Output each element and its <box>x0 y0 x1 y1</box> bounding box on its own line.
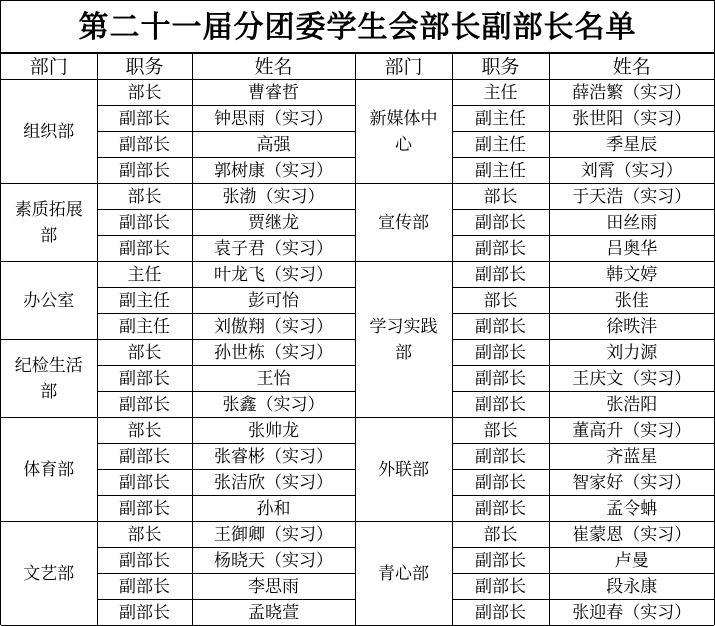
right-name-cell: 刘霄（实习） <box>549 158 714 184</box>
right-position-cell: 部长 <box>452 418 549 444</box>
left-position-cell: 副部长 <box>97 444 192 470</box>
right-position-header: 职务 <box>452 54 549 80</box>
right-position-cell: 副部长 <box>452 366 549 392</box>
right-name-cell: 智家好（实习） <box>549 470 714 496</box>
left-position-cell: 部长 <box>97 522 192 548</box>
roster-table <box>1 53 714 626</box>
right-position-cell: 主任 <box>452 80 549 106</box>
right-position-cell: 副部长 <box>452 548 549 574</box>
left-dept-cell: 纪检生活部 <box>1 340 97 418</box>
right-dept-cell: 青心部 <box>355 522 452 626</box>
left-name-cell: 郭树康（实习） <box>192 158 355 184</box>
right-position-cell: 部长 <box>452 288 549 314</box>
right-name-cell: 韩文婷 <box>549 262 714 288</box>
right-name-cell: 田丝雨 <box>549 210 714 236</box>
left-name-cell: 叶龙飞（实习） <box>192 262 355 288</box>
left-dept-cell: 文艺部 <box>1 522 97 626</box>
right-name-header: 姓名 <box>549 54 714 80</box>
left-position-cell: 部长 <box>97 340 192 366</box>
right-name-cell: 刘力源 <box>549 340 714 366</box>
left-name-cell: 杨晓天（实习） <box>192 548 355 574</box>
left-dept-cell: 素质拓展部 <box>1 184 97 262</box>
left-name-cell: 刘傲翔（实习） <box>192 314 355 340</box>
left-position-cell: 副部长 <box>97 106 192 132</box>
table-row <box>1 262 714 288</box>
left-name-cell: 彭可怡 <box>192 288 355 314</box>
right-position-cell: 副部长 <box>452 210 549 236</box>
right-position-cell: 副部长 <box>452 314 549 340</box>
right-name-cell: 孟令蚺 <box>549 496 714 522</box>
left-position-cell: 副部长 <box>97 210 192 236</box>
right-name-cell: 张世阳（实习） <box>549 106 714 132</box>
left-position-cell: 副部长 <box>97 392 192 418</box>
left-position-cell: 副部长 <box>97 600 192 626</box>
right-position-cell: 副部长 <box>452 574 549 600</box>
right-name-cell: 薛浩繁（实习） <box>549 80 714 106</box>
right-name-cell: 吕奥华 <box>549 236 714 262</box>
right-position-cell: 副主任 <box>452 158 549 184</box>
right-position-cell: 副部长 <box>452 496 549 522</box>
right-name-cell: 张浩阳 <box>549 392 714 418</box>
right-position-cell: 副主任 <box>452 106 549 132</box>
left-name-cell: 贾继龙 <box>192 210 355 236</box>
right-position-cell: 副主任 <box>452 132 549 158</box>
left-name-cell: 王御卿（实习） <box>192 522 355 548</box>
left-position-cell: 部长 <box>97 184 192 210</box>
table-row <box>1 522 714 548</box>
page-title: 第二十一届分团委学生会部长副部长名单 <box>1 0 714 53</box>
right-dept-header: 部门 <box>355 54 452 80</box>
left-dept-cell: 组织部 <box>1 80 97 184</box>
left-name-cell: 孙世栋（实习） <box>192 340 355 366</box>
right-name-cell: 卢曼 <box>549 548 714 574</box>
left-position-cell: 副主任 <box>97 288 192 314</box>
left-name-cell: 张洁欣（实习） <box>192 470 355 496</box>
table-row <box>1 80 714 106</box>
left-position-cell: 主任 <box>97 262 192 288</box>
header-row <box>1 54 714 80</box>
left-name-cell: 李思雨 <box>192 574 355 600</box>
left-name-cell: 张睿彬（实习） <box>192 444 355 470</box>
left-name-cell: 张渤（实习） <box>192 184 355 210</box>
left-position-cell: 副主任 <box>97 314 192 340</box>
right-name-cell: 王庆文（实习） <box>549 366 714 392</box>
left-name-cell: 高强 <box>192 132 355 158</box>
right-position-cell: 副部长 <box>452 236 549 262</box>
right-dept-cell: 学习实践部 <box>355 262 452 418</box>
left-name-cell: 张鑫（实习） <box>192 392 355 418</box>
right-name-cell: 董高升（实习） <box>549 418 714 444</box>
left-position-cell: 副部长 <box>97 548 192 574</box>
right-name-cell: 季星辰 <box>549 132 714 158</box>
right-name-cell: 张佳 <box>549 288 714 314</box>
right-name-cell: 段永康 <box>549 574 714 600</box>
right-name-cell: 张迎春（实习） <box>549 600 714 626</box>
left-name-cell: 张帅龙 <box>192 418 355 444</box>
left-position-cell: 副部长 <box>97 470 192 496</box>
table-row <box>1 418 714 444</box>
left-name-cell: 孟晓萱 <box>192 600 355 626</box>
right-name-cell: 徐昳沣 <box>549 314 714 340</box>
right-position-cell: 副部长 <box>452 444 549 470</box>
left-position-cell: 副部长 <box>97 158 192 184</box>
right-position-cell: 副部长 <box>452 470 549 496</box>
right-name-cell: 齐蓝星 <box>549 444 714 470</box>
right-dept-cell: 宣传部 <box>355 184 452 262</box>
left-position-cell: 副部长 <box>97 236 192 262</box>
left-name-cell: 钟思雨（实习） <box>192 106 355 132</box>
left-dept-header: 部门 <box>1 54 97 80</box>
left-name-header: 姓名 <box>192 54 355 80</box>
right-position-cell: 部长 <box>452 184 549 210</box>
left-position-cell: 副部长 <box>97 496 192 522</box>
left-name-cell: 王怡 <box>192 366 355 392</box>
left-name-cell: 孙和 <box>192 496 355 522</box>
table-row <box>1 184 714 210</box>
left-position-header: 职务 <box>97 54 192 80</box>
right-position-cell: 部长 <box>452 522 549 548</box>
right-position-cell: 副部长 <box>452 392 549 418</box>
left-name-cell: 袁子君（实习） <box>192 236 355 262</box>
roster-body <box>1 80 714 626</box>
left-dept-cell: 体育部 <box>1 418 97 522</box>
left-name-cell: 曹睿哲 <box>192 80 355 106</box>
right-dept-cell: 新媒体中心 <box>355 80 452 184</box>
left-position-cell: 部长 <box>97 418 192 444</box>
left-position-cell: 副部长 <box>97 574 192 600</box>
right-position-cell: 副部长 <box>452 262 549 288</box>
left-position-cell: 副部长 <box>97 132 192 158</box>
left-dept-cell: 办公室 <box>1 262 97 340</box>
left-position-cell: 部长 <box>97 80 192 106</box>
right-position-cell: 副部长 <box>452 600 549 626</box>
right-position-cell: 副部长 <box>452 340 549 366</box>
right-name-cell: 于天浩（实习） <box>549 184 714 210</box>
left-position-cell: 副部长 <box>97 366 192 392</box>
right-name-cell: 崔蒙恩（实习） <box>549 522 714 548</box>
right-dept-cell: 外联部 <box>355 418 452 522</box>
